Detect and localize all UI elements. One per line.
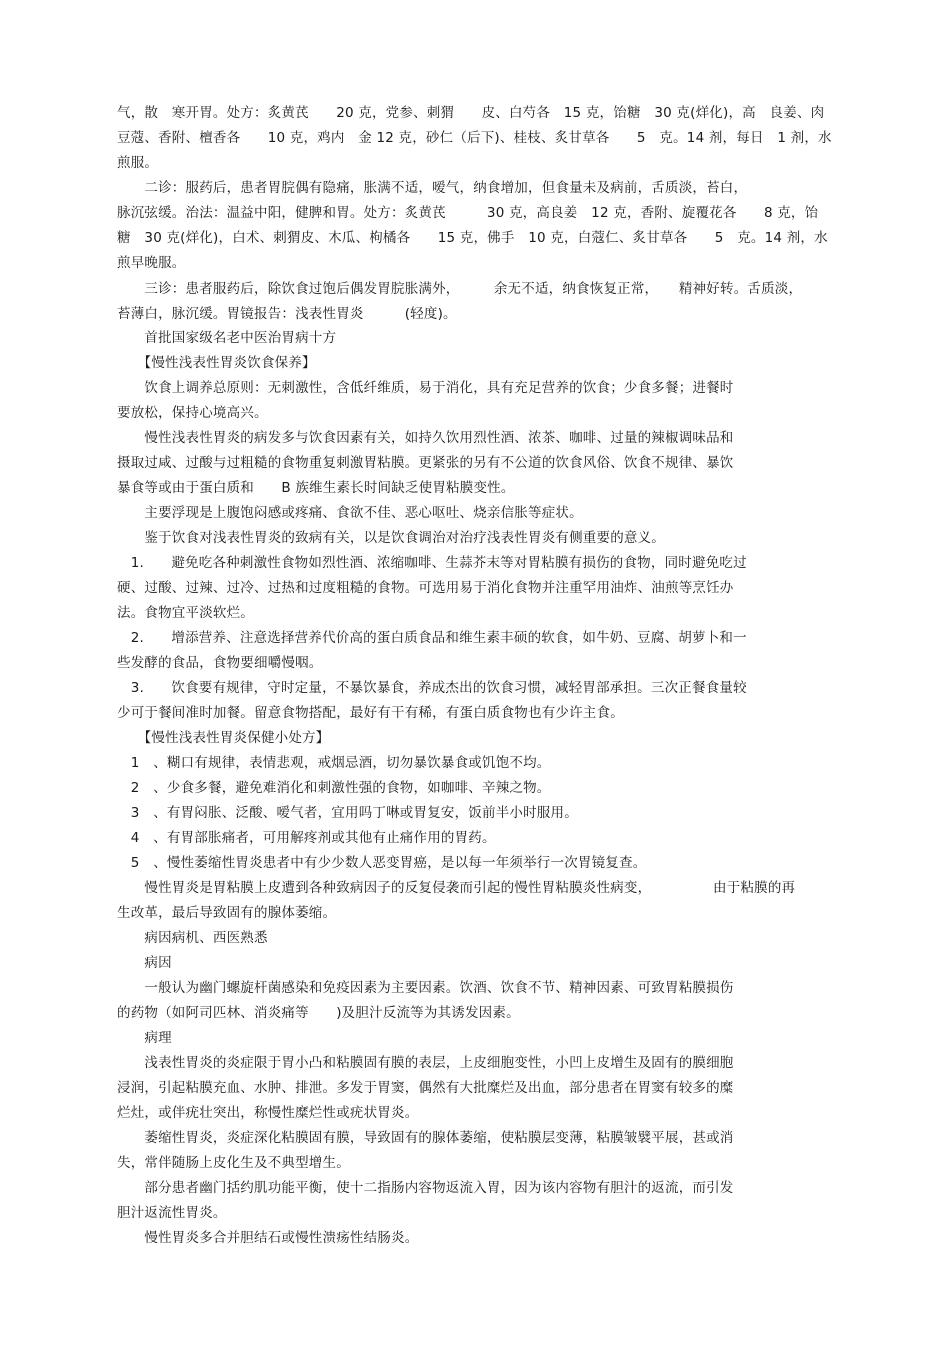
text-line: 少可于餐间准时加餐。留意食物搭配，最好有干有稀，有蛋白质食物也有少许主食。 bbox=[117, 705, 624, 721]
text-line: 浅表性胃炎的炎症限于胃小凸和粘膜固有膜的表层，上皮细胞变性，小凹上皮增生及固有的膜细胞 bbox=[117, 1055, 734, 1071]
list-item: 5 、慢性萎缩性胃炎患者中有少少数人恶变胃癌，是以每一年须举行一次胃镜复查。 bbox=[117, 855, 647, 871]
text-line: 一般认为幽门螺旋杆菌感染和免疫因素为主要因素。饮酒、饮食不节、精神因素、可致胃粘膜损伤 bbox=[117, 980, 734, 996]
text-line: 慢性胃炎多合并胆结石或慢性溃疡性结肠炎。 bbox=[117, 1230, 419, 1246]
text-line: 摄取过咸、过酸与过粗糙的食物重复刺激胃粘膜。更紧张的另有不公道的饮食风俗、饮食不规律、暴饮 bbox=[117, 455, 734, 471]
list-item: 4 、有胃部胀痛者，可用解疼剂或其他有止痛作用的胃药。 bbox=[117, 830, 496, 846]
section-title: 【慢性浅表性胃炎保健小处方】 bbox=[117, 730, 330, 746]
text-line: 脉沉弦缓。治法：温益中阳，健脾和胃。处方：炙黄芪 30 克，高良姜 12 克，香附、旋覆花各 8 克，饴 bbox=[117, 205, 819, 221]
list-item: 3 、有胃闷胀、泛酸、嗳气者，宜用吗丁啉或胃复安，饭前半小时服用。 bbox=[117, 805, 578, 821]
heading: 首批国家级名老中医治胃病十方 bbox=[117, 330, 337, 346]
text-line: 硬、过酸、过辣、过冷、过热和过度粗糙的食物。可选用易于消化食物并注重罕用油炸、油煎等烹饪办 bbox=[117, 580, 734, 596]
subheading: 病因 bbox=[117, 955, 172, 971]
text-line: 气，散 寒开胃。处方：炙黄芪 20 克，党参、刺猬 皮、白芍各 15 克，饴糖 30 克(烊化)，高 良姜、肉 bbox=[117, 105, 825, 121]
text-line: 慢性胃炎是胃粘膜上皮遭到各种致病因子的反复侵袭而引起的慢性胃粘膜炎性病变， 由于粘膜的再 bbox=[117, 880, 796, 896]
subheading: 病理 bbox=[117, 1030, 172, 1046]
text-line: 暴食等或由于蛋白质和 B 族维生素长时间缺乏使胃粘膜变性。 bbox=[117, 480, 515, 496]
text-line: 煎服。 bbox=[117, 155, 159, 171]
list-item: 1. 避免吃各种刺激性食物如烈性酒、浓缩咖啡、生蒜芥末等对胃粘膜有损伤的食物，同时避免吃过 bbox=[117, 555, 747, 571]
text-line: 部分患者幽门括约肌功能平衡，使十二指肠内容物返流入胃，因为该内容物有胆汁的返流，而引发 bbox=[117, 1180, 734, 1196]
text-line: 豆蔻、香附、檀香各 10 克，鸡内 金 12 克，砂仁（后下)、桂枝、炙甘草各 5 克。14 剂，每日 1 剂，水 bbox=[117, 130, 832, 146]
text-line: 的药物（如阿司匹林、消炎痛等 )及胆汁反流等为其诱发因素。 bbox=[117, 1005, 520, 1021]
text-line: 二诊：服药后，患者胃脘偶有隐痛，胀满不适，嗳气，纳食增加，但食量未及病前，舌质淡，苔白， bbox=[117, 180, 748, 196]
subheading: 病因病机、西医熟悉 bbox=[117, 930, 268, 946]
text-line: 些发酵的食品，食物要细嚼慢咽。 bbox=[117, 655, 323, 671]
text-line: 鉴于饮食对浅表性胃炎的致病有关，以是饮食调治对治疗浅表性胃炎有侧重要的意义。 bbox=[117, 530, 665, 546]
text-line: 饮食上调养总原则：无刺激性，含低纤维质，易于消化，具有充足营养的饮食；少食多餐；进餐时 bbox=[117, 380, 734, 396]
text-line: 三诊：患者服药后，除饮食过饱后偶发胃脘胀满外， 余无不适，纳食恢复正常， 精神好转。舌质淡， bbox=[117, 281, 803, 297]
section-title: 【慢性浅表性胃炎饮食保养】 bbox=[117, 355, 316, 371]
list-item: 3. 饮食要有规律，守时定量，不暴饮暴食，养成杰出的饮食习惯，减轻胃部承担。三次正餐食量较 bbox=[117, 680, 747, 696]
text-line: 主要浮现是上腹饱闷感或疼痛、食欲不佳、恶心呕吐、烧亲信胀等症状。 bbox=[117, 505, 583, 521]
list-item: 1 、糊口有规律，表情悲观，戒烟忌酒，切勿暴饮暴食或饥饱不均。 bbox=[117, 755, 551, 771]
list-item: 2. 增添营养、注意选择营养代价高的蛋白质食品和维生素丰硕的软食，如牛奶、豆腐、胡萝卜和一 bbox=[117, 630, 747, 646]
text-line: 失，常伴随肠上皮化生及不典型增生。 bbox=[117, 1155, 350, 1171]
text-line: 苔薄白，脉沉缓。胃镜报告：浅表性胃炎 (轻度)。 bbox=[117, 306, 457, 322]
text-line: 烂灶，或伴疣壮突出，称慢性糜烂性或疣状胃炎。 bbox=[117, 1105, 419, 1121]
text-line: 生改革，最后导致固有的腺体萎缩。 bbox=[117, 905, 337, 921]
text-line: 要放松，保持心境高兴。 bbox=[117, 405, 268, 421]
list-item: 2 、少食多餐，避免难消化和刺激性强的食物，如咖啡、辛辣之物。 bbox=[117, 780, 551, 796]
text-line: 煎早晚服。 bbox=[117, 255, 186, 271]
text-line: 法。食物宜平淡软烂。 bbox=[117, 605, 254, 621]
text-line: 胆汁返流性胃炎。 bbox=[117, 1205, 227, 1221]
text-line: 浸润，引起粘膜充血、水肿、排泄。多发于胃窦，偶然有大批糜烂及出血，部分患者在胃窦有较多的糜 bbox=[117, 1080, 734, 1096]
text-line: 糖 30 克(烊化)，白术、刺猬皮、木瓜、枸橘各 15 克，佛手 10 克，白蔻仁、炙甘草各 5 克。14 剂，水 bbox=[117, 230, 828, 246]
text-line: 萎缩性胃炎，炎症深化粘膜固有膜，导致固有的腺体萎缩，使粘膜层变薄，粘膜皱襞平展，甚或消 bbox=[117, 1130, 734, 1146]
text-line: 慢性浅表性胃炎的病发多与饮食因素有关，如持久饮用烈性酒、浓茶、咖啡、过量的辣椒调味品和 bbox=[117, 430, 734, 446]
